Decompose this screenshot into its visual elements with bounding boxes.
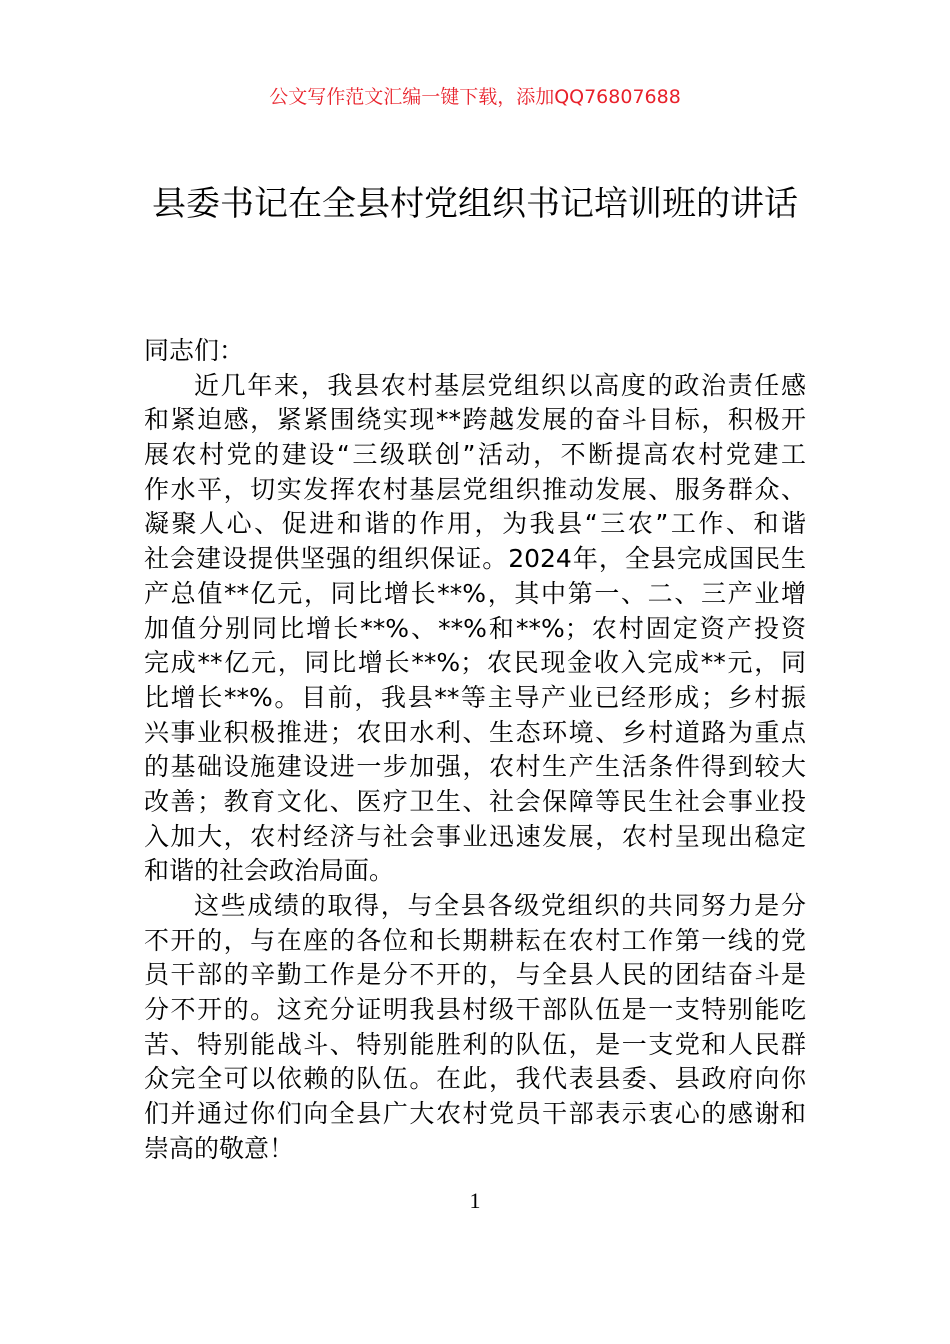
paragraph: [144, 369, 806, 889]
text-line: 的基础设施建设进一步加强，农村生产生活条件得到较大: [144, 752, 806, 782]
text-line: 崇高的敬意！: [144, 1133, 295, 1163]
text-line: 兴事业积极推进；农田水利、生态环境、乡村道路为重点: [144, 717, 806, 747]
text-line: 不开的，与在座的各位和长期耕耘在农村工作第一线的党: [144, 925, 806, 955]
text-line: 展农村党的建设“三级联创”活动，不断提高农村党建工: [144, 440, 806, 470]
paragraphs: [144, 369, 806, 1167]
document-title: 县委书记在全县村党组织书记培训班的讲话: [152, 184, 798, 224]
text-line: 分不开的。这充分证明我县村级干部队伍是一支特别能吃: [144, 995, 806, 1025]
text-line: 和谐的社会政治局面。: [144, 856, 395, 886]
text-line: 完成**亿元，同比增长**%；农民现金收入完成**元，同: [144, 648, 806, 678]
text-line: 苦、特别能战斗、特别能胜利的队伍，是一支党和人民群: [144, 1029, 806, 1059]
page-number: 1: [469, 1188, 481, 1213]
text-line: 入加大，农村经济与社会事业迅速发展，农村呈现出稳定: [144, 821, 806, 851]
text-line: 加值分别同比增长**%、**%和**%；农村固定资产投资: [144, 613, 806, 643]
text-line: 员干部的辛勤工作是分不开的，与全县人民的团结奋斗是: [144, 960, 806, 990]
paragraph: [144, 889, 806, 1167]
text-line: 和紧迫感，紧紧围绕实现**跨越发展的奋斗目标，积极开: [144, 405, 806, 435]
text-line: 们并通过你们向全县广大农村党员干部表示衷心的感谢和: [144, 1099, 806, 1129]
text-line: 比增长**%。目前，我县**等主导产业已经形成；乡村振: [144, 682, 806, 712]
text-line: 这些成绩的取得，与全县各级党组织的共同努力是分: [194, 891, 806, 920]
text-line: 社会建设提供坚强的组织保证。2024年，全县完成国民生: [144, 544, 806, 574]
text-line: 近几年来，我县农村基层党组织以高度的政治责任感: [194, 370, 806, 400]
promo-header: 公文写作范文汇编一键下载，添加QQ76807688: [269, 86, 681, 108]
text-line: 改善；教育文化、医疗卫生、社会保障等民生社会事业投: [144, 786, 806, 816]
text-line: 众完全可以依赖的队伍。在此，我代表县委、县政府向你: [144, 1064, 806, 1094]
text-line: 凝聚人心、促进和谐的作用，为我县“三农”工作、和谐: [144, 509, 806, 539]
salutation: 同志们：: [144, 336, 245, 365]
text-line: 产总值**亿元，同比增长**%，其中第一、二、三产业增: [144, 578, 806, 608]
document-body: [144, 334, 806, 1167]
text-line: 作水平，切实发挥农村基层党组织推动发展、服务群众、: [144, 474, 806, 504]
